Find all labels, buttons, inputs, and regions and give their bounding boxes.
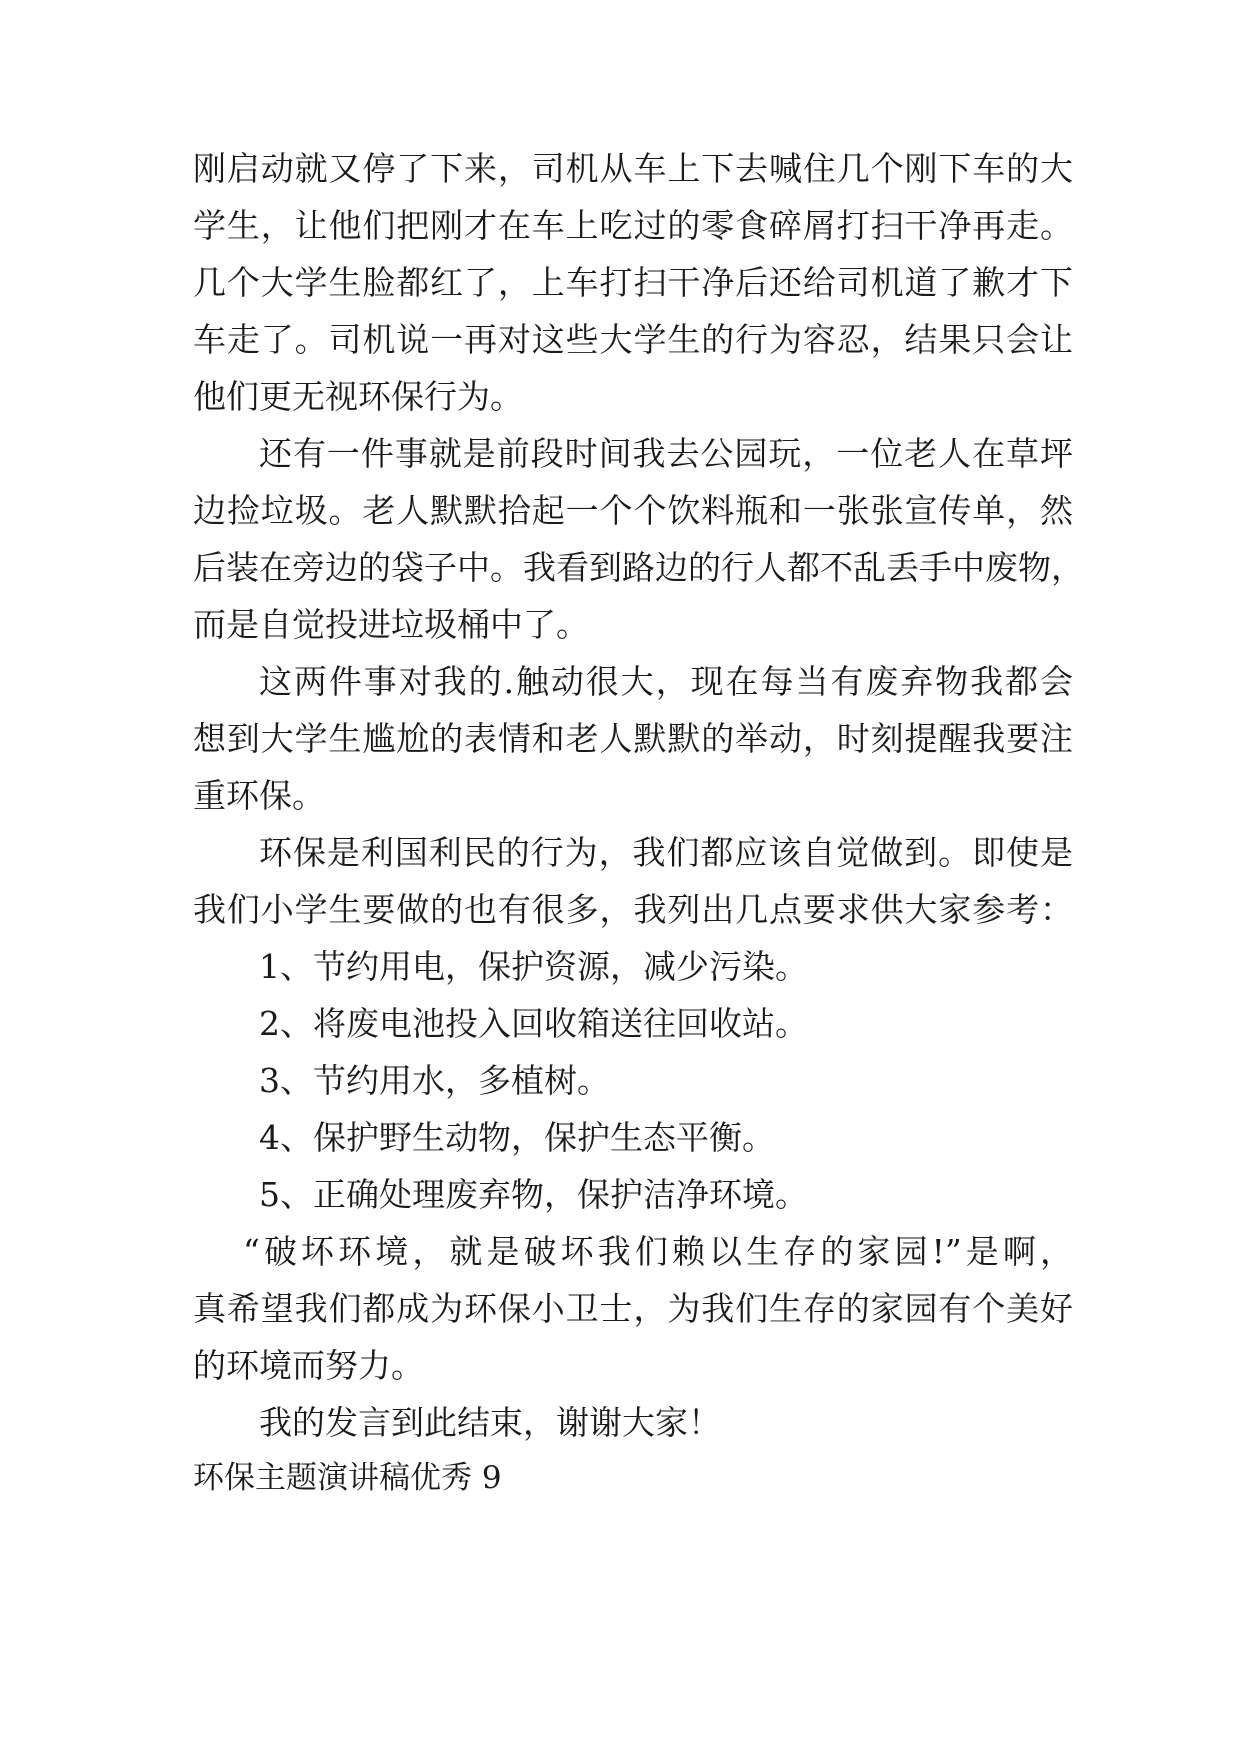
paragraph-line: 学生，让他们把刚才在车上吃过的零食碎屑打扫干净再走。 (193, 206, 1073, 245)
list-item: 1、节约用电，保护资源，减少污染。 (259, 947, 808, 986)
closing-line: 我的发言到此结束，谢谢大家！ (259, 1403, 721, 1442)
list-item: 2、将废电池投入回收箱送往回收站。 (259, 1004, 808, 1043)
paragraph-line: 真希望我们都成为环保小卫士，为我们生存的家园有个美好 (193, 1289, 1073, 1328)
paragraph-line: 想到大学生尴尬的表情和老人默默的举动，时刻提醒我要注 (193, 719, 1073, 758)
list-item: 3、节约用水，多植树。 (259, 1061, 610, 1100)
paragraph-line: 他们更无视环保行为。 (193, 377, 523, 416)
quote-line: “破坏环境，就是破坏我们赖以生存的家园!”是啊， (243, 1232, 1073, 1271)
paragraph-line: 环保是利国利民的行为，我们都应该自觉做到。即使是 (259, 833, 1073, 872)
paragraph-line: 而是自觉投进垃圾桶中了。 (193, 605, 589, 644)
paragraph-line: 重环保。 (193, 776, 325, 815)
paragraph-line: 这两件事对我的.触动很大，现在每当有废弃物我都会 (259, 662, 1073, 701)
paragraph-line: 刚启动就又停了下来，司机从车上下去喊住几个刚下车的大 (193, 149, 1073, 188)
paragraph-line: 车走了。司机说一再对这些大学生的行为容忍，结果只会让 (193, 320, 1073, 359)
paragraph-line: 后装在旁边的袋子中。我看到路边的行人都不乱丢手中废物， (193, 548, 1084, 587)
section-title: 环保主题演讲稿优秀 9 (193, 1460, 502, 1496)
list-item: 5、正确处理废弃物，保护洁净环境。 (259, 1175, 808, 1214)
paragraph-line: 的环境而努力。 (193, 1346, 424, 1385)
paragraph-line: 边捡垃圾。老人默默拾起一个个饮料瓶和一张张宣传单，然 (193, 491, 1073, 530)
paragraph-line: 我们小学生要做的也有很多，我列出几点要求供大家参考： (193, 890, 1073, 929)
paragraph-line: 还有一件事就是前段时间我去公园玩，一位老人在草坪 (259, 434, 1073, 473)
paragraph-line: 几个大学生脸都红了，上车打扫干净后还给司机道了歉才下 (193, 263, 1073, 302)
list-item: 4、保护野生动物，保护生态平衡。 (259, 1118, 775, 1157)
